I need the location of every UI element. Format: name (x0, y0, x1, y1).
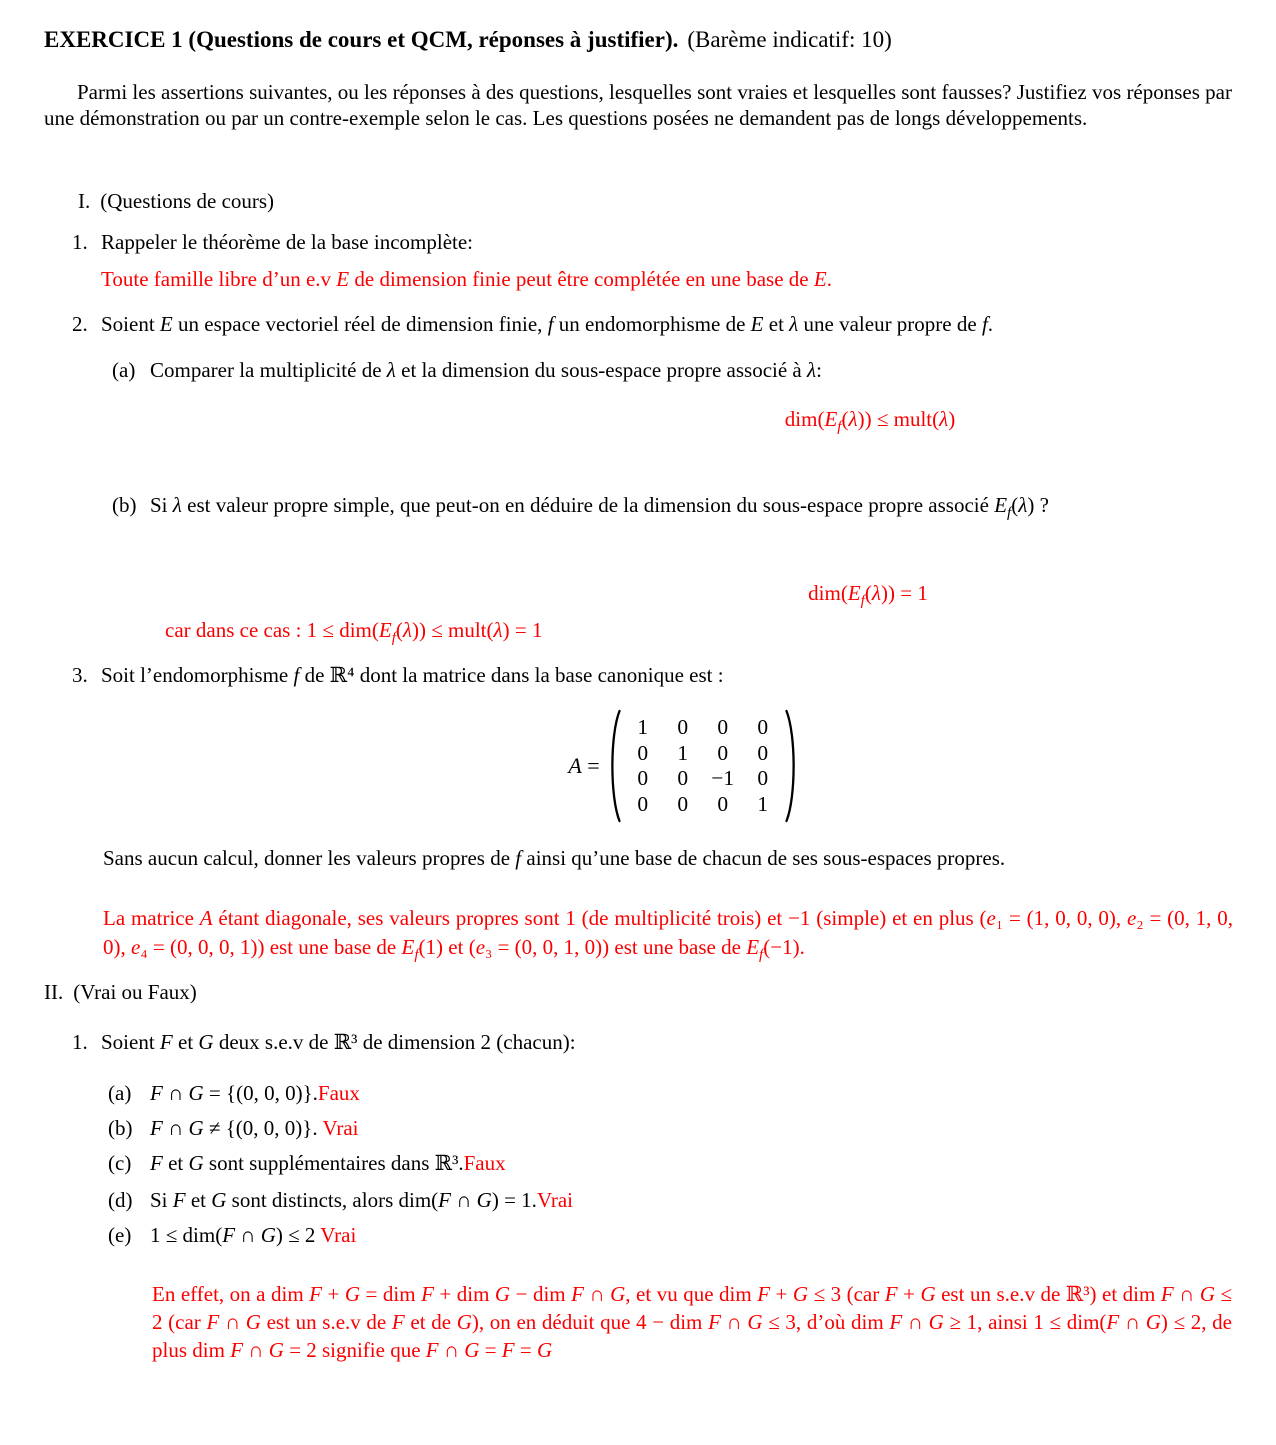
answer-i-2b-formula: $dim(E_f(\lambda)) = 1$ (808, 581, 928, 610)
answer-i-1: Toute famille libre d’un e.v E de dimension finie peut être complétée en une base de E. (101, 267, 832, 291)
question-i-2-number: 2. (72, 312, 88, 336)
question-i-2b-label: (b) (112, 493, 137, 517)
question-i-1-text: Rappeler le théorème de la base incomplète: (101, 230, 474, 254)
true-false-item-b (108, 1115, 1208, 1141)
matrix-cell: 0 (757, 766, 769, 790)
section-i-label: I. (78, 189, 91, 213)
section-ii-label: II. (44, 980, 64, 1004)
item-a-verdict: Faux (317, 1081, 360, 1105)
question-i-2b (112, 492, 1237, 522)
question-i-1 (72, 229, 1222, 255)
matrix-cell: 0 (717, 715, 729, 739)
matrix-cell: 1 (757, 791, 769, 816)
true-false-item-d (108, 1187, 1208, 1213)
section-ii-title: (Vrai ou Faux) (73, 980, 197, 1004)
matrix-cell: 0 (637, 740, 649, 765)
true-false-item-a (108, 1080, 1208, 1106)
question-i-2a (112, 357, 1232, 383)
item-a-statement: F ∩ G = {(0, 0, 0)}. (150, 1081, 318, 1105)
matrix-values (623, 715, 783, 817)
matrix-cell: 0 (717, 740, 729, 765)
section-ii-heading (44, 979, 197, 1005)
matrix-cell: 0 (677, 791, 689, 816)
intro-paragraph: Parmi les assertions suivantes, ou les réponses à des questions, lesquelles sont vraies et lesquelles sont fausses? Justifiez vos réponses par une démonstration ou par un contre-exemple selon le cas. Les questions posées ne demandent pas de longs développements. (44, 80, 1232, 130)
exercise-title (44, 26, 892, 54)
answer-i-2b-note: car dans ce cas : $1 \le dim(E_f(\lambda))$ ≤ mult(λ) = 1 (165, 618, 543, 647)
item-b-verdict: Vrai (322, 1116, 359, 1140)
item-e-label: (e) (108, 1223, 132, 1247)
question-i-2a-text: Comparer la multiplicité de λ et la dimension du sous-espace propre associé à λ: (150, 358, 822, 382)
section-i-heading (78, 188, 274, 214)
answer-ii-justification: En effet, on a dim F + G = dim F + dim G − dim F ∩ G, et vu que dim F + G ≤ 3 (car F + G est un s.e.v de ℝ³) et dim F ∩ G ≤ 2 (car F ∩ G est un s.e.v de F et de G), on en déduit que 4 − dim F ∩ G ≤ 3, d’où dim F ∩ G ≥ 1, ainsi 1 ≤ dim(F ∩ G) ≤ 2, de plus dim F ∩ G = 2 signifie que F ∩ G = F = G (152, 1282, 1233, 1362)
matrix-equation (46, 703, 1276, 829)
question-i-3-number: 3. (72, 663, 88, 687)
item-d-statement: Si F et G sont distincts, alors dim(F ∩ G) = 1. (150, 1188, 537, 1212)
item-d-verdict: Vrai (536, 1188, 573, 1212)
item-e-verdict: Vrai (320, 1223, 357, 1247)
question-i-3 (72, 662, 1222, 688)
item-d-label: (d) (108, 1188, 133, 1212)
exercise-title-main: EXERCICE 1 (Questions de cours et QCM, réponses à justifier). (44, 27, 679, 52)
matrix-cell: 1 (677, 740, 689, 765)
right-parenthesis (784, 708, 800, 824)
matrix-cell: 0 (677, 715, 689, 739)
question-ii-1 (72, 1029, 1222, 1055)
item-b-statement: F ∩ G ≠ {(0, 0, 0)}. (150, 1116, 323, 1140)
item-e-statement: 1 ≤ dim(F ∩ G) ≤ 2 (150, 1223, 321, 1247)
matrix-cell: 1 (637, 715, 649, 739)
item-a-label: (a) (108, 1081, 132, 1105)
answer-i-3: La matrice A étant diagonale, ses valeurs propres sont 1 (de multiplicité trois) et −1 (simple) et en plus (e₁ = (1, 0, 0, 0), e₂ = (0, 1, 0, 0), e₄ = (0, 0, 0, 1)) est une base de $E_f(1)$ et (e₃ = (0, 0, 1, 0)) est une base de $E_f(-1)$. (103, 906, 1234, 964)
item-b-label: (b) (108, 1116, 133, 1140)
matrix-cell: −1 (711, 766, 735, 790)
matrix-cell: 0 (757, 740, 769, 765)
matrix-cell: 0 (637, 766, 649, 790)
matrix-cell: 0 (637, 791, 649, 816)
question-i-2a-label: (a) (112, 358, 136, 382)
true-false-item-e (108, 1222, 1208, 1248)
question-i-3-followup: Sans aucun calcul, donner les valeurs propres de f ainsi qu’une base de chacun de ses sous-espaces propres. (103, 846, 1006, 870)
left-parenthesis (606, 708, 622, 824)
matrix-lhs: A = (568, 753, 600, 778)
question-ii-1-number: 1. (72, 1030, 88, 1054)
question-i-2-text: Soient E un espace vectoriel réel de dimension finie, f un endomorphisme de E et λ une valeur propre de f. (101, 312, 994, 336)
true-false-item-c (108, 1150, 1208, 1176)
matrix-cell: 0 (717, 791, 729, 816)
matrix-cell: 0 (757, 715, 769, 739)
exercise-title-bareme: (Barème indicatif: 10) (687, 27, 892, 52)
item-c-statement: F et G sont supplémentaires dans ℝ³. (150, 1151, 464, 1175)
item-c-label: (c) (108, 1151, 132, 1175)
question-i-2 (72, 311, 1232, 337)
question-i-1-number: 1. (72, 230, 88, 254)
section-i-title: (Questions de cours) (100, 189, 275, 213)
question-i-2b-text: Si λ est valeur propre simple, que peut-on en déduire de la dimension du sous-espace propre associé $E_f(\lambda)$ ? (150, 493, 1049, 522)
answer-i-2a-formula: $dim(E_f(\lambda))$ ≤ mult(λ) (784, 407, 956, 436)
matrix-cell: 0 (677, 766, 689, 790)
question-i-3-text: Soit l’endomorphisme f de ℝ⁴ dont la matrice dans la base canonique est : (101, 663, 724, 687)
question-ii-1-text: Soient F et G deux s.e.v de ℝ³ de dimension 2 (chacun): (101, 1030, 576, 1054)
item-c-verdict: Faux (463, 1151, 506, 1175)
